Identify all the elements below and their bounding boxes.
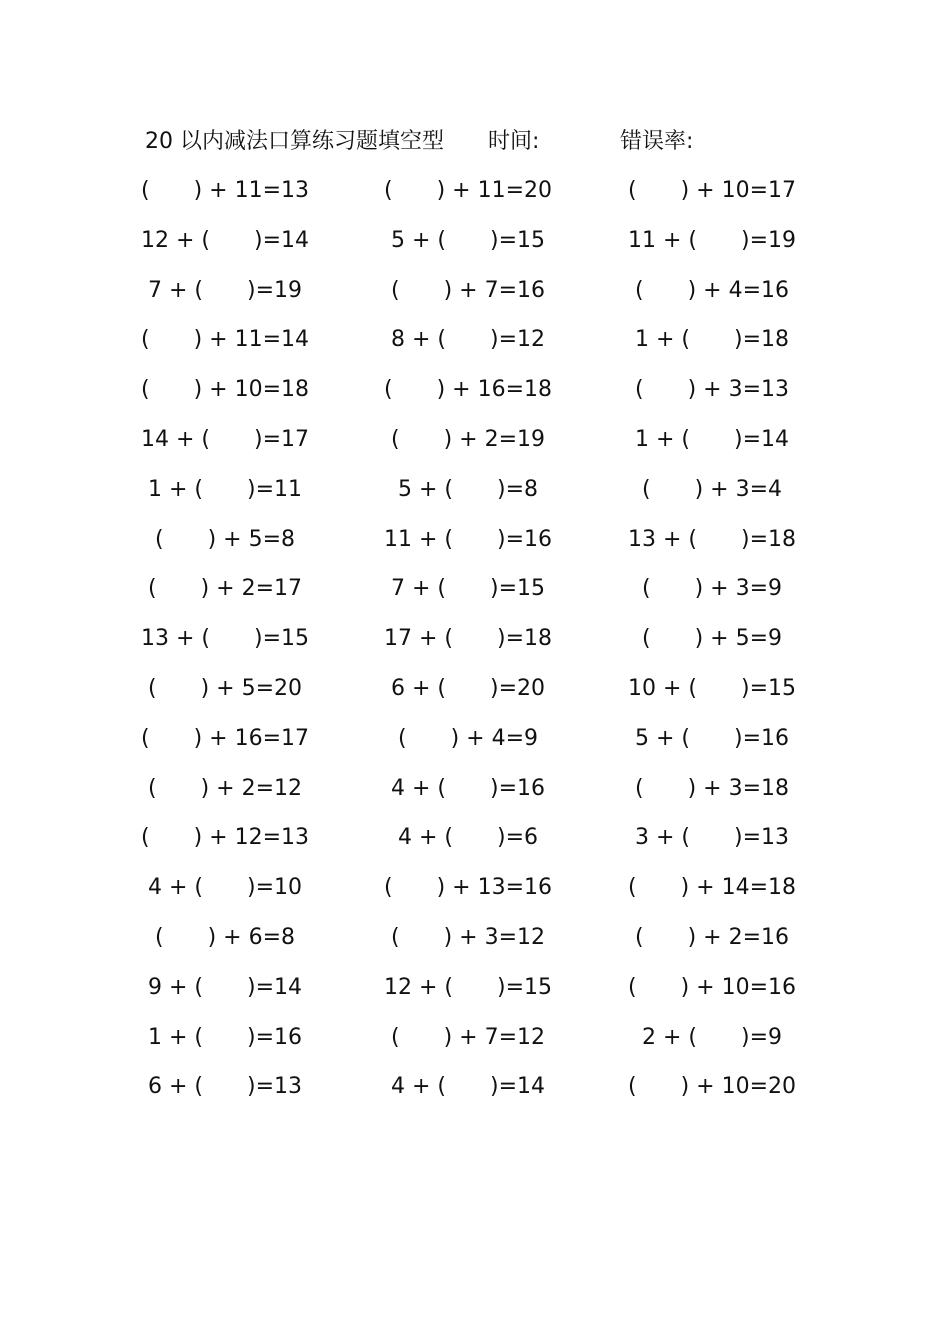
problem-item: ( ) + 11=14: [140, 327, 309, 353]
problem-grid: [0, 172, 950, 1118]
problem-row: [0, 1068, 950, 1118]
problem-item: 4 + ( )=16: [390, 775, 545, 801]
problem-row: [0, 1019, 950, 1069]
problem-item: ( ) + 7=12: [390, 1024, 545, 1050]
problem-row: [0, 919, 950, 969]
problem-item: ( ) + 3=18: [634, 775, 789, 801]
problem-item: ( ) + 2=12: [147, 775, 302, 801]
problem-item: ( ) + 2=17: [147, 576, 302, 602]
problem-row: [0, 620, 950, 670]
problem-item: 6 + ( )=20: [390, 675, 545, 701]
problem-item: ( ) + 4=16: [634, 277, 789, 303]
problem-item: ( ) + 5=20: [147, 675, 302, 701]
problem-item: 6 + ( )=13: [147, 1074, 302, 1100]
problem-item: 4 + ( )=14: [390, 1074, 545, 1100]
problem-item: ( ) + 3=12: [390, 924, 545, 950]
problem-row: [0, 521, 950, 571]
problem-row: [0, 371, 950, 421]
time-label: 时间:: [488, 129, 540, 154]
problem-item: 12 + ( )=14: [140, 227, 309, 253]
problem-row: [0, 421, 950, 471]
problem-item: 3 + ( )=13: [634, 825, 789, 851]
problem-item: 8 + ( )=12: [390, 327, 545, 353]
problem-row: [0, 471, 950, 521]
problem-item: 12 + ( )=15: [383, 974, 552, 1000]
worksheet-title: 20 以内减法口算练习题填空型: [145, 129, 444, 154]
problem-item: ( ) + 3=9: [641, 576, 782, 602]
problem-item: 1 + ( )=11: [147, 476, 302, 502]
problem-item: 1 + ( )=14: [634, 426, 789, 452]
problem-item: ( ) + 10=17: [627, 178, 796, 203]
problem-row: [0, 720, 950, 770]
problem-item: ( ) + 13=16: [383, 875, 552, 901]
problem-row: [0, 670, 950, 720]
problem-row: [0, 869, 950, 919]
problem-item: ( ) + 16=17: [140, 725, 309, 751]
problem-row: [0, 570, 950, 620]
problem-item: 2 + ( )=9: [641, 1024, 782, 1050]
problem-item: 14 + ( )=17: [140, 426, 309, 452]
problem-item: 9 + ( )=14: [147, 974, 302, 1000]
problem-item: 11 + ( )=19: [627, 227, 796, 253]
problem-item: ( ) + 4=9: [397, 725, 538, 751]
problem-item: ( ) + 5=8: [154, 526, 295, 552]
problem-item: ( ) + 10=18: [140, 377, 309, 403]
problem-item: ( ) + 2=16: [634, 924, 789, 950]
problem-row: [0, 969, 950, 1019]
problem-item: 13 + ( )=18: [627, 526, 796, 552]
problem-item: 4 + ( )=6: [397, 825, 538, 851]
problem-item: ( ) + 10=16: [627, 974, 796, 1000]
problem-item: ( ) + 6=8: [154, 924, 295, 950]
problem-item: 4 + ( )=10: [147, 875, 302, 901]
problem-item: ( ) + 16=18: [383, 377, 552, 403]
problem-item: 5 + ( )=8: [397, 476, 538, 502]
problem-item: 10 + ( )=15: [627, 675, 796, 701]
problem-item: ( ) + 7=16: [390, 277, 545, 303]
problem-item: 7 + ( )=15: [390, 576, 545, 602]
problem-item: 5 + ( )=15: [390, 227, 545, 253]
problem-row: [0, 222, 950, 272]
problem-item: 13 + ( )=15: [140, 626, 309, 652]
problem-item: ( ) + 12=13: [140, 825, 309, 851]
problem-item: ( ) + 11=20: [383, 178, 552, 203]
problem-item: 7 + ( )=19: [147, 277, 302, 303]
problem-row: [0, 172, 950, 222]
problem-item: ( ) + 14=18: [627, 875, 796, 901]
problem-row: [0, 272, 950, 322]
error-rate-label: 错误率:: [620, 129, 694, 154]
problem-item: 5 + ( )=16: [634, 725, 789, 751]
problem-item: ( ) + 3=13: [634, 377, 789, 403]
worksheet-header: [0, 124, 950, 160]
problem-item: 1 + ( )=16: [147, 1024, 302, 1050]
problem-item: 17 + ( )=18: [383, 626, 552, 652]
problem-item: ( ) + 10=20: [627, 1074, 796, 1100]
problem-item: 11 + ( )=16: [383, 526, 552, 552]
problem-item: ( ) + 11=13: [140, 178, 309, 203]
problem-item: ( ) + 5=9: [641, 626, 782, 652]
problem-row: [0, 770, 950, 820]
problem-row: [0, 321, 950, 371]
problem-item: ( ) + 2=19: [390, 426, 545, 452]
problem-item: 1 + ( )=18: [634, 327, 789, 353]
problem-row: [0, 819, 950, 869]
problem-item: ( ) + 3=4: [641, 476, 782, 502]
